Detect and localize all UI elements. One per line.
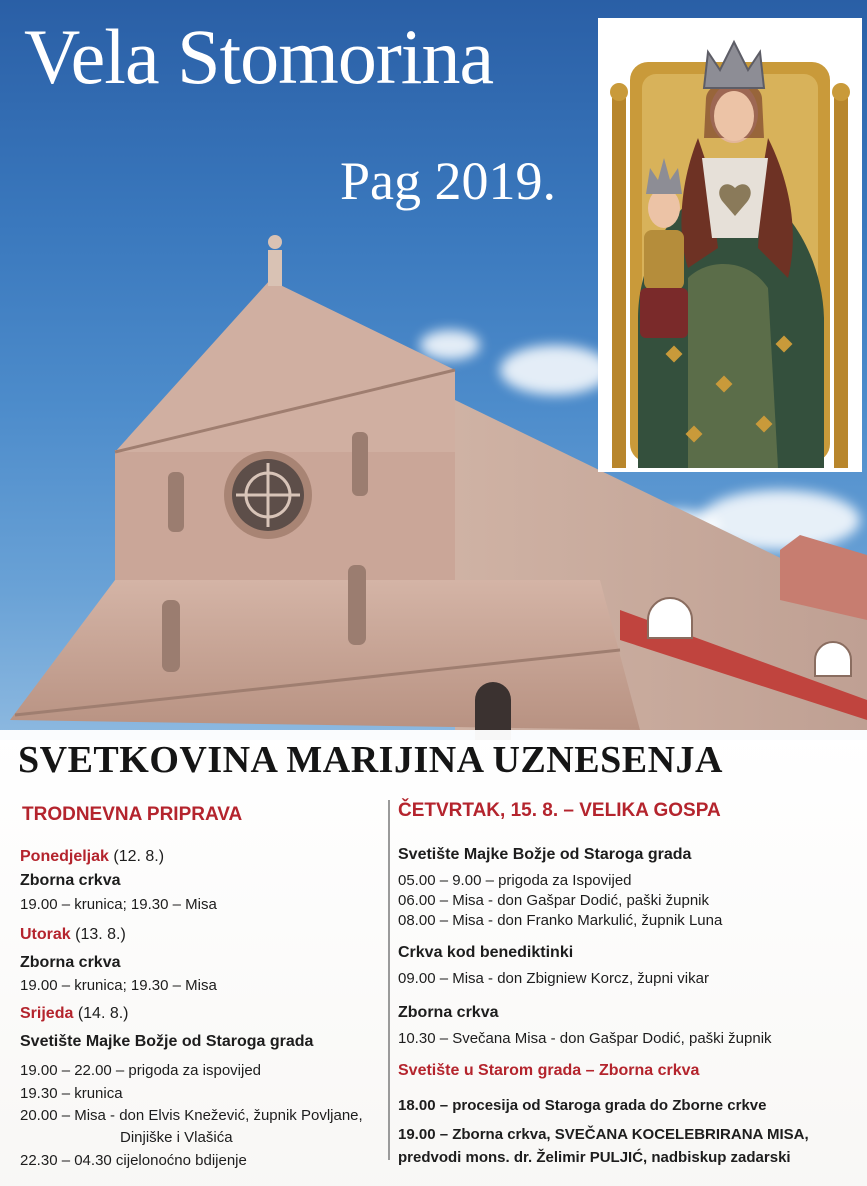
day-date: (12. 8.) [113,848,165,865]
place-label: Zborna crkva [20,872,121,889]
day-label: Srijeda [20,1005,74,1022]
poster-title: Vela Stomorina [24,13,494,100]
left-column-heading: TRODNEVNA PRIPRAVA [22,804,243,825]
day-label: Utorak [20,926,71,943]
schedule-item: 05.00 – 9.00 – prigoda za Ispovijed [398,872,632,889]
madonna-statue-image [598,18,862,472]
schedule-item: 19.00 – Zborna crkva, SVEČANA KOCELEBRIRANA MISA, [398,1126,809,1143]
right-column-heading: ČETVRTAK, 15. 8. – VELIKA GOSPA [398,800,721,821]
day-date: (14. 8.) [77,1005,129,1022]
schedule-item: 09.00 – Misa - don Zbigniew Korcz, župni vikar [398,970,709,987]
day-date: (13. 8.) [75,926,126,943]
day-tuesday [20,926,126,944]
place-label: Crkva kod benediktinki [398,944,574,961]
place-label: Svetište Majke Božje od Staroga grada [20,1033,314,1050]
schedule-item: 08.00 – Misa - don Franko Markulić, župnik Luna [398,912,723,929]
place-label: Zborna crkva [20,954,121,971]
day-wednesday [20,1005,129,1023]
poster-subtitle: Pag 2019. [340,151,556,211]
column-divider [388,800,390,1160]
schedule-item: 19.00 – 22.00 – prigoda za ispovijed [20,1062,262,1079]
day-label: Ponedjeljak [20,848,109,865]
schedule-item: 18.00 – procesija od Staroga grada do Zborne crkve [398,1097,767,1114]
day-monday [20,848,164,866]
place-label: Zborna crkva [398,1004,499,1021]
schedule-item: 19.00 – krunica; 19.30 – Misa [20,977,217,994]
schedule-item: 19.00 – krunica; 19.30 – Misa [20,896,217,913]
place-label: Svetište Majke Božje od Staroga grada [398,846,692,863]
schedule-item: predvodi mons. dr. Želimir PULJIĆ, nadbiskup zadarski [398,1149,791,1166]
schedule-item: Dinjiške i Vlašića [120,1129,233,1146]
procession-heading: Svetište u Starom grada – Zborna crkva [398,1062,700,1079]
main-heading: SVETKOVINA MARIJINA UZNESENJA [18,739,723,781]
schedule-item: 06.00 – Misa - don Gašpar Dodić, paški župnik [398,892,709,909]
schedule-item: 19.30 – krunica [20,1085,123,1102]
schedule-item: 10.30 – Svečana Misa - don Gašpar Dodić, paški župnik [398,1030,772,1047]
schedule-item: 22.30 – 04.30 cijelonoćno bdijenje [20,1152,247,1169]
schedule-item: 20.00 – Misa - don Elvis Knežević, župnik Povljane, [20,1107,363,1124]
